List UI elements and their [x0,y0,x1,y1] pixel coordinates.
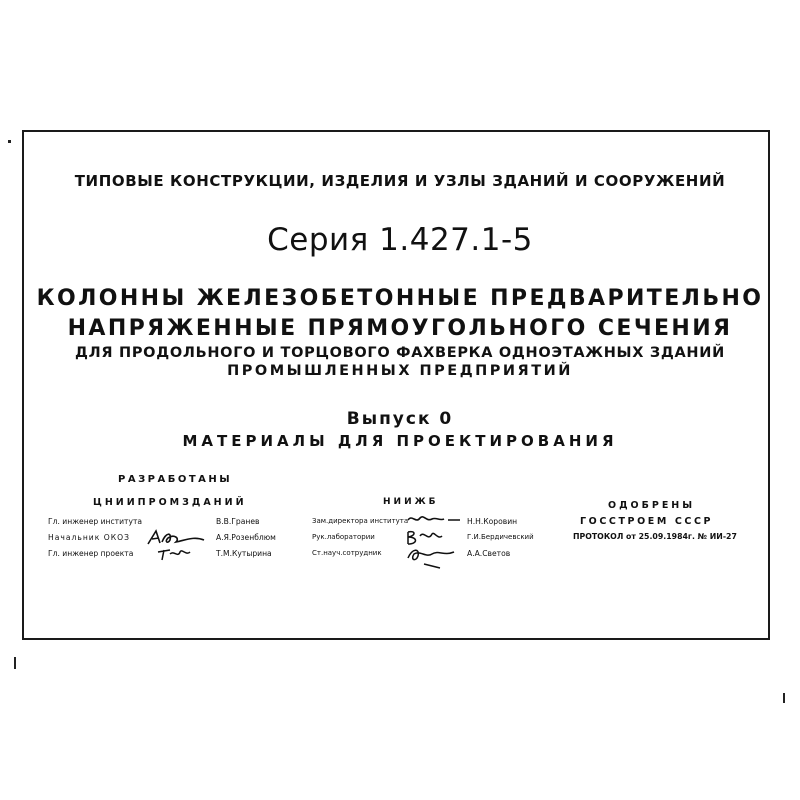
title-line-3: ДЛЯ ПРОДОЛЬНОГО И ТОРЦОВОГО ФАХВЕРКА ОДНОЭТАЖНЫХ ЗДАНИЙ [75,345,725,361]
dev-role-2: Начальник ОКОЗ [48,533,130,542]
niizhb-role-3: Ст.науч.сотрудник [312,549,382,557]
signature-rozenblyum [146,528,206,548]
title-line-2: НАПРЯЖЕННЫЕ ПРЯМОУГОЛЬНОГО СЕЧЕНИЯ [67,316,733,341]
niizhb-name-2: Г.И.Бердичевский [467,533,534,541]
signature-kutyrina [156,546,192,562]
approved-org: ГОССТРОЕМ СССР [580,516,714,527]
title-line-1: КОЛОННЫ ЖЕЛЕЗОБЕТОННЫЕ ПРЕДВАРИТЕЛЬНО [36,286,764,311]
niizhb-role-2: Рук.лаборатории [312,533,375,541]
niizhb-org: НИИЖБ [383,497,439,507]
dev-name-1: В.В.Гранев [216,517,260,526]
developed-heading: РАЗРАБОТАНЫ [118,474,233,485]
dev-name-3: Т.М.Кутырина [216,549,272,558]
niizhb-role-1: Зам.директора института [312,517,409,525]
dev-role-1: Гл. инженер института [48,517,143,526]
category-heading: ТИПОВЫЕ КОНСТРУКЦИИ, ИЗДЕЛИЯ И УЗЛЫ ЗДАНИЙ И СООРУЖЕНИЙ [74,172,726,190]
approval-protocol: ПРОТОКОЛ от 25.09.1984г. № ИИ-27 [573,532,737,541]
approved-heading: ОДОБРЕНЫ [608,500,696,511]
niizhb-name-1: Н.Н.Коровин [467,517,518,526]
series-number: Серия 1.427.1-5 [267,222,533,258]
issue-number: Выпуск 0 [346,409,454,429]
title-frame [22,130,770,640]
dev-role-3: Гл. инженер проекта [48,549,134,558]
scan-mark-left [14,657,16,669]
niizhb-name-3: А.А.Светов [467,549,511,558]
issue-subtitle: МАТЕРИАЛЫ ДЛЯ ПРОЕКТИРОВАНИЯ [182,432,618,450]
signature-korovin [406,512,462,526]
developed-org: ЦНИИПРОМЗДАНИЙ [93,497,247,508]
title-line-4: ПРОМЫШЛЕННЫХ ПРЕДПРИЯТИЙ [227,363,573,379]
scan-mark-top [8,140,11,143]
dev-name-2: А.Я.Розенблюм [216,533,276,542]
signature-svetov [404,544,460,570]
scan-mark-right [783,693,785,703]
